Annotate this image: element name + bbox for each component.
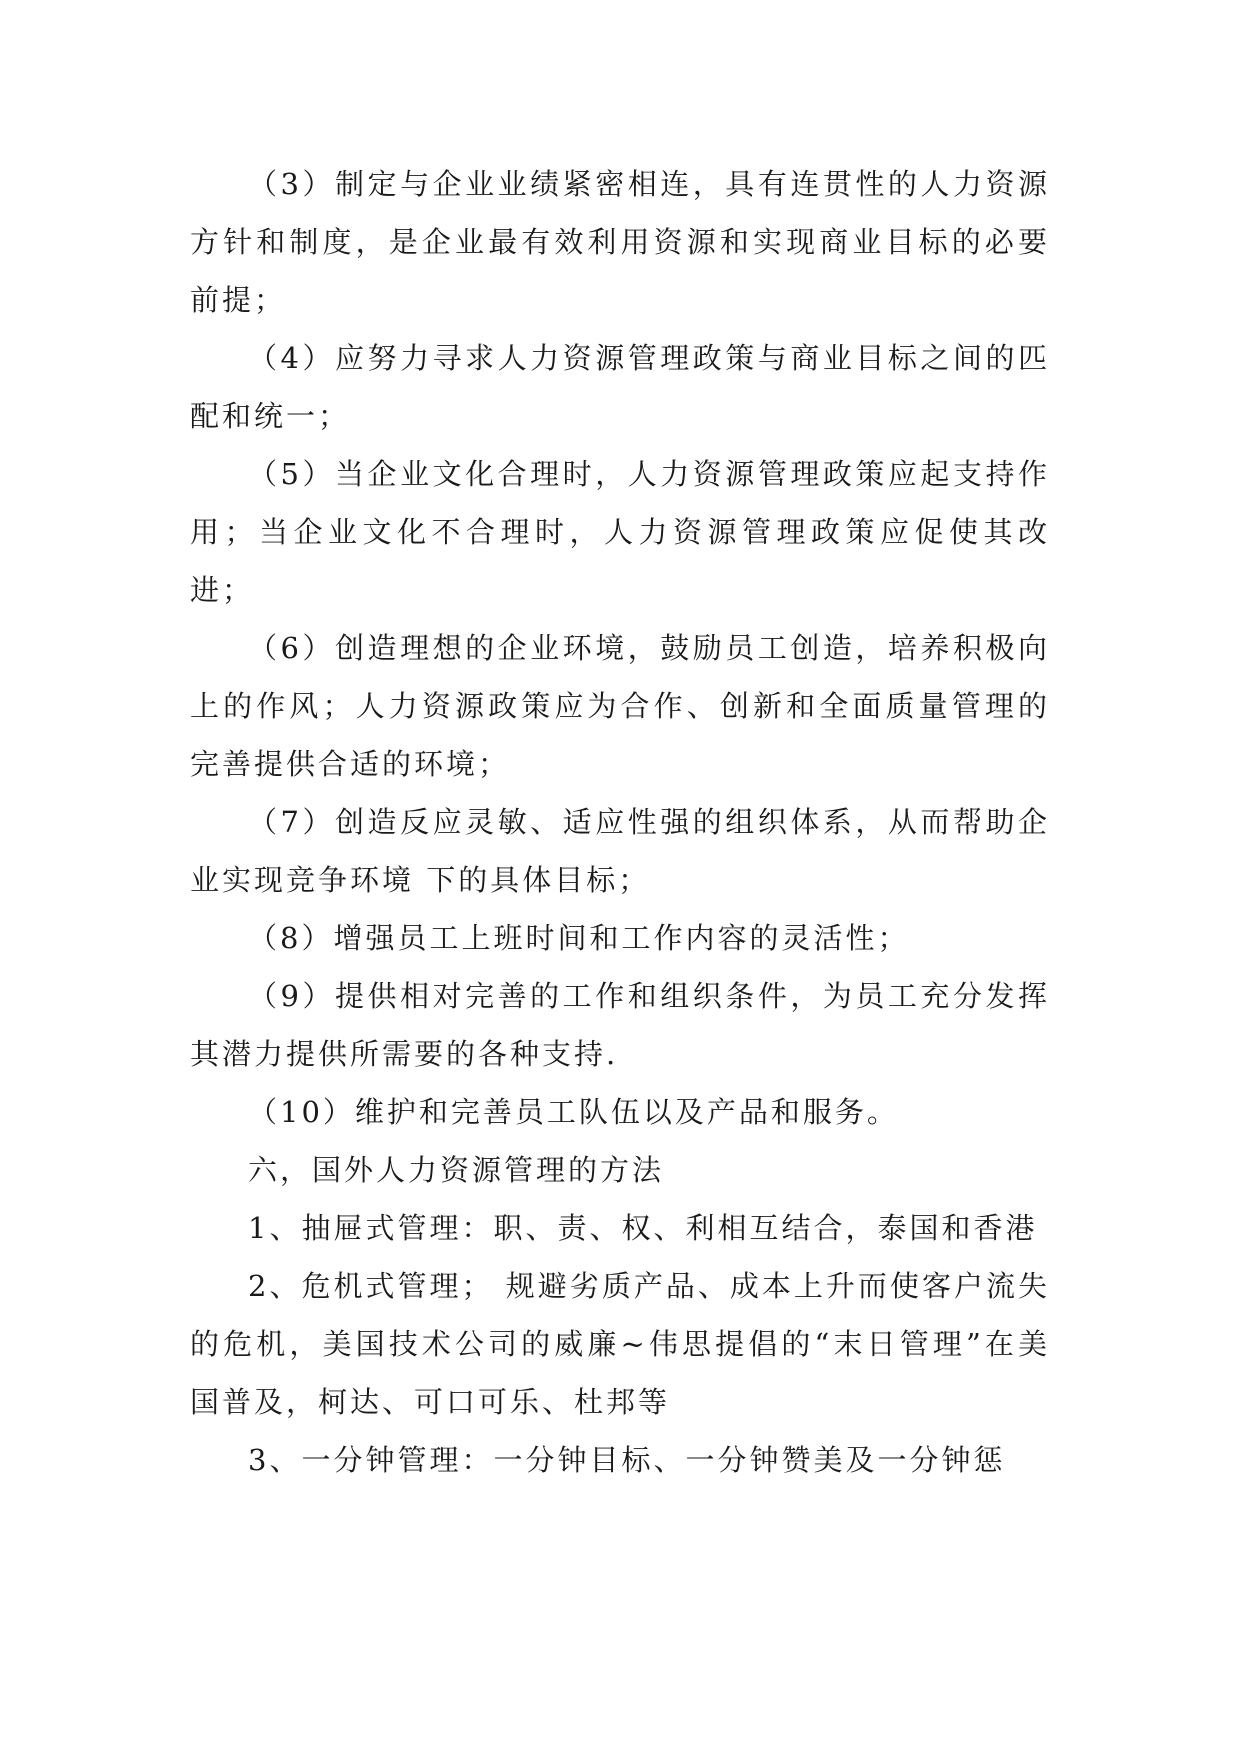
document-body bbox=[190, 155, 1050, 1489]
paragraph-item-9: （9）提供相对完善的工作和组织条件，为员工充分发挥其潜力提供所需要的各种支持. bbox=[190, 979, 1050, 1071]
section-heading-six: 六，国外人力资源管理的方法 bbox=[248, 1153, 665, 1187]
paragraph-item-6: （6）创造理想的企业环境，鼓励员工创造，培养积极向上的作风；人力资源政策应为合作、创新和全面质量管理的完善提供合适的环境； bbox=[190, 631, 1050, 781]
method-drawer-management: 1、抽屉式管理：职、责、权、利相互结合，泰国和香港 bbox=[248, 1211, 1038, 1245]
paragraph-item-8: （8）增强员工上班时间和工作内容的灵活性； bbox=[248, 921, 910, 955]
paragraph-item-7: （7）创造反应灵敏、适应性强的组织体系，从而帮助企业实现竞争环境 下的具体目标； bbox=[190, 805, 1050, 897]
method-one-minute-management: 3、一分钟管理：一分钟目标、一分钟赞美及一分钟惩 bbox=[248, 1443, 1006, 1477]
paragraph-item-4: （4）应努力寻求人力资源管理政策与商业目标之间的匹配和统一； bbox=[190, 341, 1050, 433]
paragraph-item-5: （5）当企业文化合理时，人力资源管理政策应起支持作用；当企业文化不合理时，人力资源管理政策应促使其改进； bbox=[190, 457, 1050, 607]
method-crisis-management: 2、危机式管理； 规避劣质产品、成本上升而使客户流失的危机，美国技术公司的威廉~伟思提倡的“末日管理”在美国普及，柯达、可口可乐、杜邦等 bbox=[190, 1269, 1050, 1419]
paragraph-item-10: （10）维护和完善员工队伍以及产品和服务。 bbox=[248, 1095, 899, 1129]
paragraph-item-3: （3）制定与企业业绩紧密相连，具有连贯性的人力资源方针和制度，是企业最有效利用资源和实现商业目标的必要前提； bbox=[190, 167, 1050, 317]
